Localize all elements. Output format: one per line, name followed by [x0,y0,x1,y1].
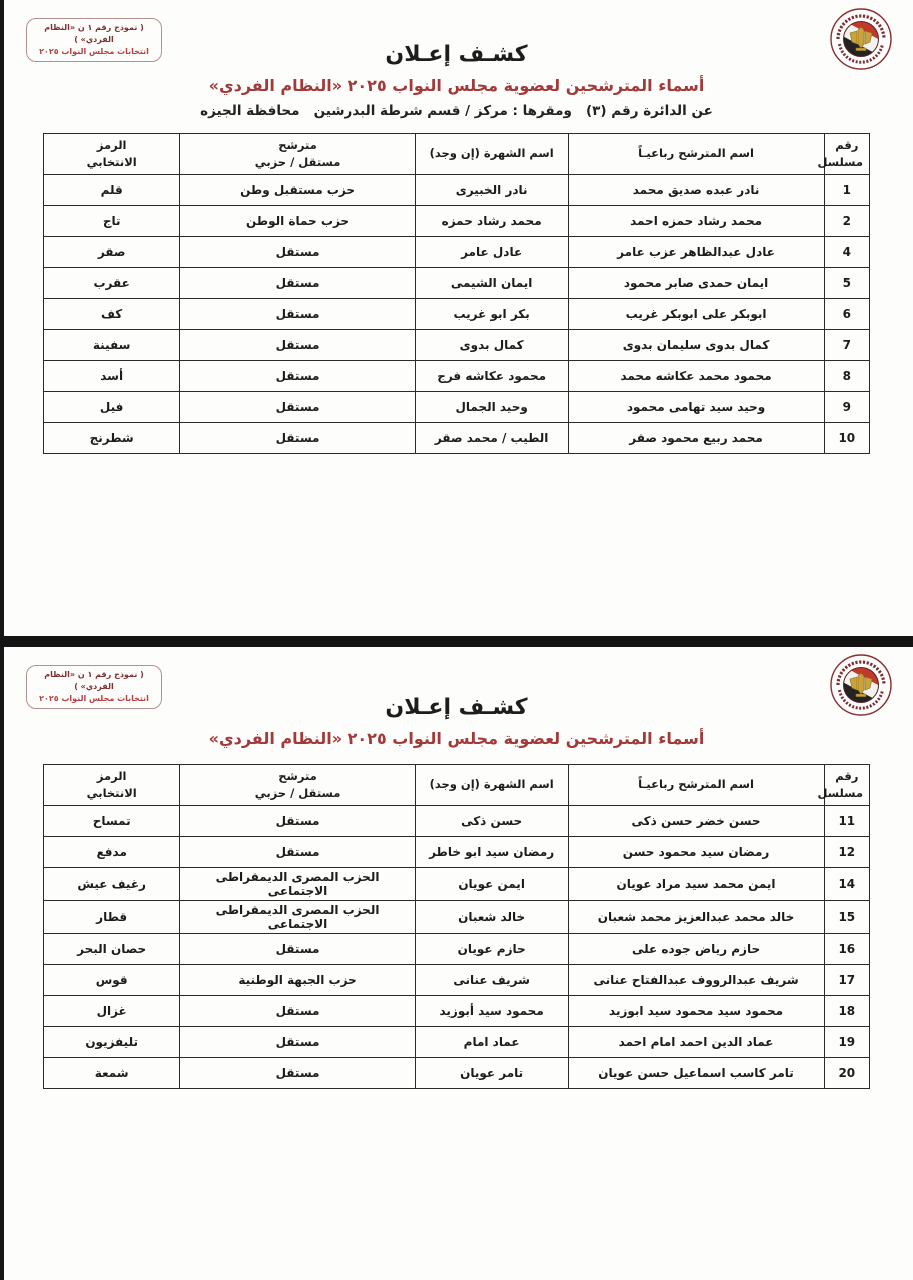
cell-serial: 7 [824,330,869,361]
cell-serial: 17 [824,965,869,996]
cell-symbol: عقرب [44,268,180,299]
cell-party: مستقل [180,423,415,454]
cell-name: عادل عبدالظاهر عزب عامر [568,237,824,268]
cell-serial: 20 [824,1058,869,1089]
district-line: عن الدائرة رقم (٣) ومقرها : مركز / قسم شرطة البدرشين محافظة الجيزه [200,103,713,119]
cell-name: حسن خضر حسن ذكى [568,806,824,837]
candidate-row [44,361,870,392]
cell-symbol: قوس [44,965,180,996]
cell-shohra: حسن ذكى [415,806,568,837]
cell-name: شريف عبدالرووف عبدالفتاح عنانى [568,965,824,996]
candidate-row [44,996,870,1027]
cell-shohra: خالد شعبان [415,901,568,934]
col-header-name: اسم المترشح رباعيـاً [568,134,824,175]
cell-serial: 18 [824,996,869,1027]
election-year-text: انتخابات مجلس النواب ٢٠٢٥ [39,694,149,703]
candidate-row [44,837,870,868]
col-header-symbol: الرمز الانتخابي [44,134,180,175]
cell-shohra: كمال بدوى [415,330,568,361]
col-header-shohra: اسم الشهرة (إن وجد) [415,134,568,175]
col-header-serial: رقم مسلسل [824,765,869,806]
cell-shohra: عماد امام [415,1027,568,1058]
cell-party: مستقل [180,330,415,361]
cell-name: ايمان حمدى صابر محمود [568,268,824,299]
cell-party: مستقل [180,1058,415,1089]
candidate-row [44,868,870,901]
page-2 [0,647,913,1280]
cell-shohra: حازم عويان [415,934,568,965]
cell-name: محمد ربيع محمود صقر [568,423,824,454]
cell-party: حزب مستقبل وطن [180,175,415,206]
candidates-table-1 [43,133,870,454]
cell-party: حزب حماة الوطن [180,206,415,237]
candidate-row [44,237,870,268]
cell-party: مستقل [180,837,415,868]
candidate-row [44,965,870,996]
cell-name: عماد الدين احمد امام احمد [568,1027,824,1058]
cell-party: حزب الجبهة الوطنية [180,965,415,996]
cell-serial: 4 [824,237,869,268]
col-header-shohra: اسم الشهرة (إن وجد) [415,765,568,806]
cell-shohra: محمود عكاشه فرج [415,361,568,392]
cell-symbol: تمساح [44,806,180,837]
cell-party: مستقل [180,996,415,1027]
cell-serial: 1 [824,175,869,206]
form-number-text: ( نموذج رقم ١ ن «النظام الفردي» ) [44,670,144,691]
cell-party: مستقل [180,268,415,299]
cell-serial: 16 [824,934,869,965]
candidates-list-subtitle: أسماء المترشحين لعضوية مجلس النواب ٢٠٢٥ «النظام الفردي» [208,76,705,95]
candidate-row [44,1027,870,1058]
cell-party: مستقل [180,299,415,330]
cell-shohra: شريف عنانى [415,965,568,996]
cell-party: مستقل [180,237,415,268]
election-year-text: انتخابات مجلس النواب ٢٠٢٥ [39,47,149,56]
col-header-symbol: الرمز الانتخابي [44,765,180,806]
cell-name: حازم رياض جوده على [568,934,824,965]
cell-symbol: تليفزيون [44,1027,180,1058]
header-row [44,765,870,806]
cell-symbol: سفينة [44,330,180,361]
national-elections-authority-logo-icon [825,652,897,718]
cell-serial: 10 [824,423,869,454]
cell-serial: 9 [824,392,869,423]
cell-name: محمد رشاد حمزه احمد [568,206,824,237]
candidate-row [44,934,870,965]
cell-symbol: شطرنج [44,423,180,454]
candidates-list-subtitle: أسماء المترشحين لعضوية مجلس النواب ٢٠٢٥ «النظام الفردي» [208,729,705,748]
form-number-stamp [26,18,162,62]
cell-name: ابوبكر على ابوبكر غريب [568,299,824,330]
candidate-row [44,268,870,299]
national-elections-authority-logo-icon [825,6,897,72]
cell-shohra: تامر عويان [415,1058,568,1089]
cell-shohra: محمد رشاد حمزه [415,206,568,237]
cell-name: تامر كاسب اسماعيل حسن عويان [568,1058,824,1089]
cell-symbol: حصان البحر [44,934,180,965]
cell-shohra: بكر ابو غريب [415,299,568,330]
cell-symbol: صقر [44,237,180,268]
candidate-row [44,1058,870,1089]
cell-serial: 14 [824,868,869,901]
cell-name: كمال بدوى سليمان بدوى [568,330,824,361]
page-1 [0,0,913,636]
cell-serial: 6 [824,299,869,330]
cell-symbol: رغيف عيش [44,868,180,901]
cell-symbol: غزال [44,996,180,1027]
cell-symbol: فيل [44,392,180,423]
cell-shohra: محمود سيد أبوزيد [415,996,568,1027]
cell-symbol: قطار [44,901,180,934]
cell-shohra: وحيد الجمال [415,392,568,423]
form-number-text: ( نموذج رقم ١ ن «النظام الفردي» ) [44,23,144,44]
cell-serial: 2 [824,206,869,237]
cell-shohra: نادر الخبيرى [415,175,568,206]
cell-serial: 12 [824,837,869,868]
cell-shohra: عادل عامر [415,237,568,268]
cell-name: وحيد سيد تهامى محمود [568,392,824,423]
cell-symbol: قلم [44,175,180,206]
cell-serial: 19 [824,1027,869,1058]
col-header-party: مترشح مستقل / حزبي [180,765,415,806]
cell-party: الحزب المصرى الديمقراطى الاجتماعى [180,901,415,934]
candidate-row [44,330,870,361]
form-number-stamp [26,665,162,709]
cell-name: رمضان سيد محمود حسن [568,837,824,868]
cell-serial: 11 [824,806,869,837]
cell-symbol: مدفع [44,837,180,868]
candidate-row [44,806,870,837]
cell-serial: 15 [824,901,869,934]
col-header-party: مترشح مستقل / حزبي [180,134,415,175]
cell-name: نادر عبده صديق محمد [568,175,824,206]
col-header-serial: رقم مسلسل [824,134,869,175]
cell-party: مستقل [180,1027,415,1058]
cell-name: محمود محمد عكاشه محمد [568,361,824,392]
header-row [44,134,870,175]
cell-shohra: ايمان الشيمى [415,268,568,299]
cell-party: مستقل [180,806,415,837]
announcement-title: كشـف إعـلان [385,42,528,67]
cell-serial: 5 [824,268,869,299]
candidate-row [44,299,870,330]
cell-symbol: أسد [44,361,180,392]
candidate-row [44,175,870,206]
cell-name: خالد محمد عبدالعزيز محمد شعبان [568,901,824,934]
candidates-table-wrap-2 [43,764,870,1089]
cell-party: مستقل [180,392,415,423]
cell-serial: 8 [824,361,869,392]
announcement-title: كشـف إعـلان [385,695,528,720]
cell-shohra: رمضان سيد ابو خاطر [415,837,568,868]
cell-party: الحزب المصرى الديمقراطى الاجتماعى [180,868,415,901]
cell-shohra: الطيب / محمد صقر [415,423,568,454]
candidates-table-wrap-1 [43,133,870,454]
candidate-row [44,423,870,454]
cell-symbol: شمعة [44,1058,180,1089]
candidate-row [44,901,870,934]
cell-party: مستقل [180,934,415,965]
col-header-name: اسم المترشح رباعيـاً [568,765,824,806]
candidate-row [44,392,870,423]
candidates-table-2 [43,764,870,1089]
page-divider-bar [0,636,913,647]
candidate-row [44,206,870,237]
cell-party: مستقل [180,361,415,392]
cell-symbol: كف [44,299,180,330]
cell-symbol: تاج [44,206,180,237]
cell-name: ايمن محمد سيد مراد عويان [568,868,824,901]
cell-shohra: ايمن عويان [415,868,568,901]
cell-name: محمود سيد محمود سيد ابوزيد [568,996,824,1027]
